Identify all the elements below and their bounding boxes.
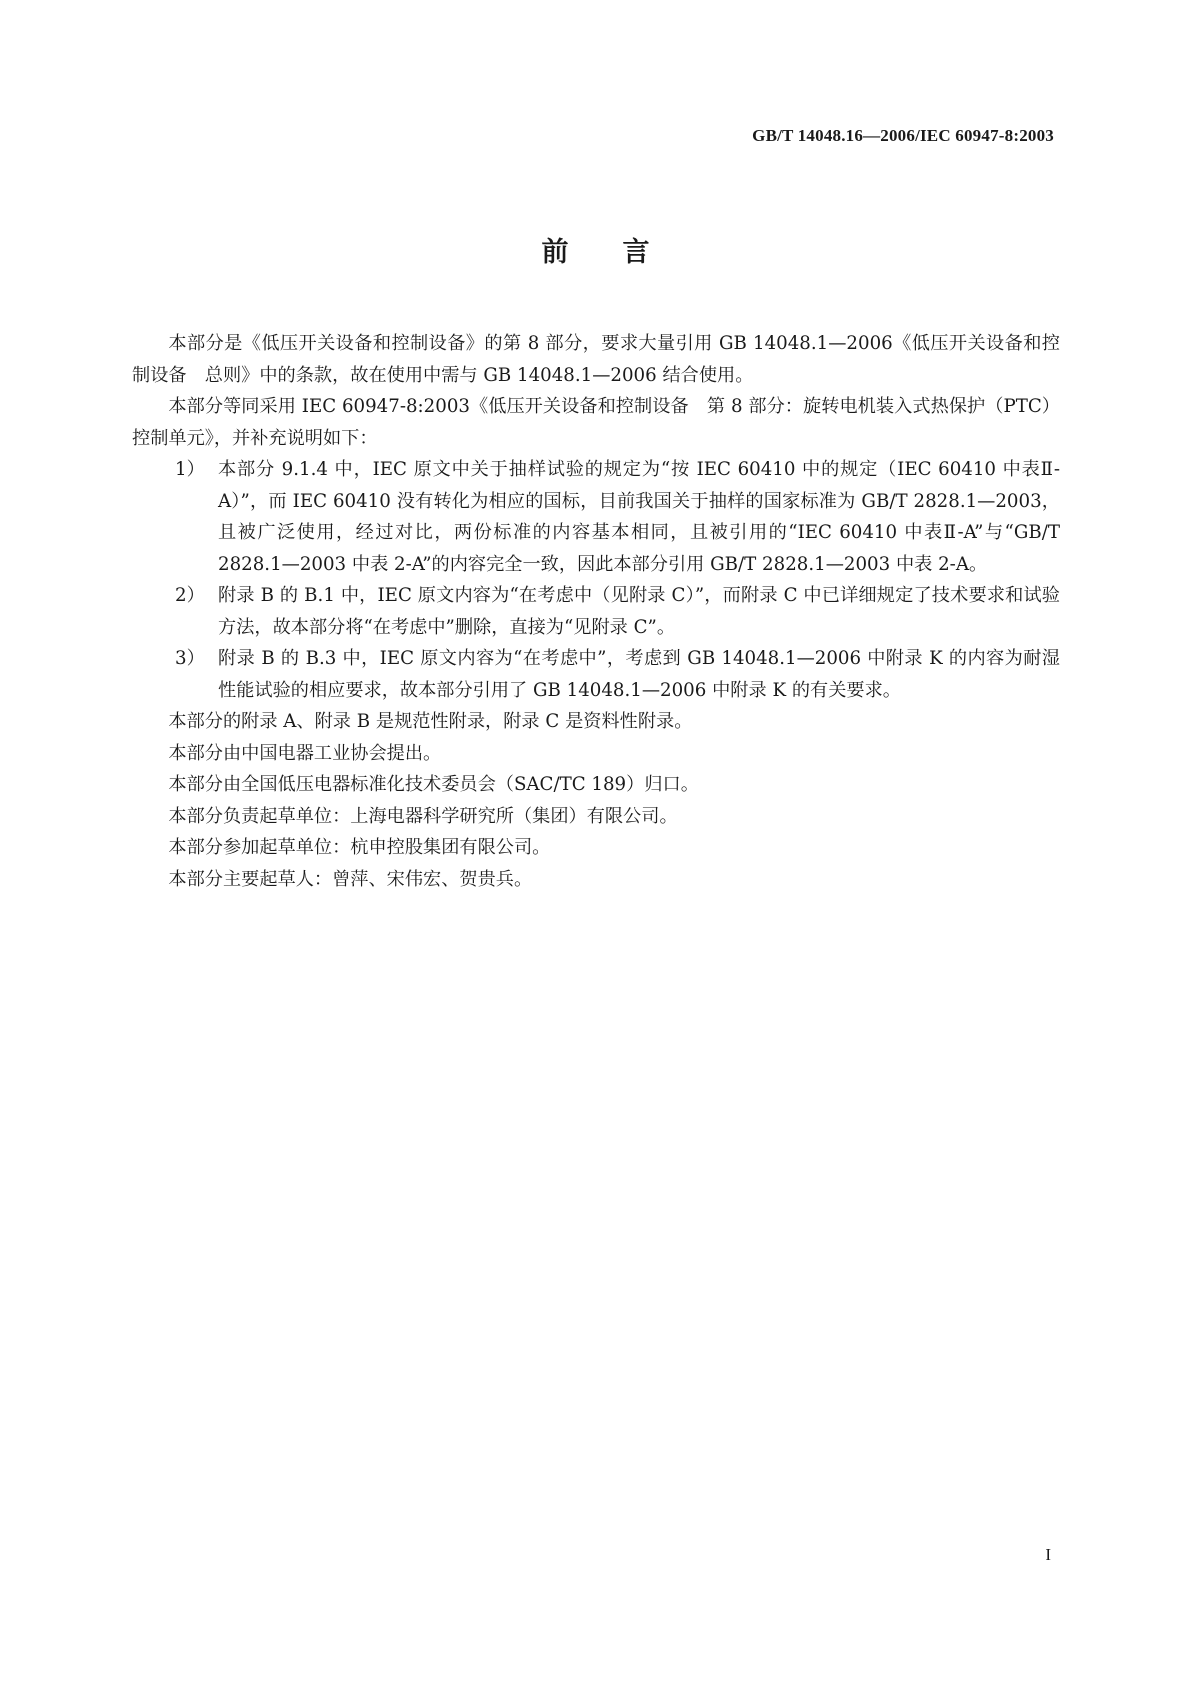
closing-paragraph-proposer: 本部分由中国电器工业协会提出。 [168, 742, 442, 764]
intro-paragraph-2: 本部分等同采用 IEC 60947-8:2003《低压开关设备和控制设备 第 8 部分：旋转电机装入式热保护（PTC）控制单元》，并补充说明如下： [132, 396, 1060, 449]
note-number-1: 1） [175, 459, 205, 480]
page-title-char-2: 言 [622, 237, 650, 268]
note-item-3 [132, 643, 1060, 706]
page-title [0, 230, 1191, 269]
note-item-1 [132, 454, 1060, 580]
closing-paragraph-annex: 本部分的附录 A、附录 B 是规范性附录，附录 C 是资料性附录。 [168, 711, 693, 732]
note-number-3: 3） [175, 648, 205, 669]
standard-code: GB/T 14048.16—2006/IEC 60947-8:2003 [752, 126, 1054, 145]
page-number: I [1045, 1545, 1051, 1564]
closing-paragraph-committee: 本部分由全国低压电器标准化技术委员会（SAC/TC 189）归口。 [168, 774, 699, 795]
note-text-3: 附录 B 的 B.3 中，IEC 原文内容为“在考虑中”，考虑到 GB 14048.1—2006 中附录 K 的内容为耐湿性能试验的相应要求，故本部分引用了 GB 14048.1—2006 中附录 K 的有关要求。 [218, 648, 1060, 701]
closing-paragraph-lead-drafter: 本部分负责起草单位：上海电器科学研究所（集团）有限公司。 [168, 805, 678, 827]
closing-paragraph-participating-drafter: 本部分参加起草单位：杭申控股集团有限公司。 [168, 837, 551, 858]
closing-paragraph-authors: 本部分主要起草人：曾萍、宋伟宏、贺贵兵。 [168, 868, 533, 890]
document-body [132, 328, 1060, 895]
note-text-2: 附录 B 的 B.1 中，IEC 原文内容为“在考虑中（见附录 C）”，而附录 C 中已详细规定了技术要求和试验方法，故本部分将“在考虑中”删除，直接为“见附录 C”。 [218, 585, 1060, 638]
intro-paragraph-1: 本部分是《低压开关设备和控制设备》的第 8 部分，要求大量引用 GB 14048.1—2006《低压开关设备和控制设备 总则》中的条款，故在使用中需与 GB 14048.1—2006 结合使用。 [132, 333, 1060, 386]
note-text-1: 本部分 9.1.4 中，IEC 原文中关于抽样试验的规定为“按 IEC 60410 中的规定（IEC 60410 中表Ⅱ-A）”，而 IEC 60410 没有转化为相应的国标，目前我国关于抽样的国家标准为 GB/T 2828.1—2003，且被广泛使用，经过对比，两份标准的内容基本相同，且被引用的“IEC 60410 中表Ⅱ-A”与“GB/T 2828.1—2003 中表 2-A”的内容完全一致，因此本部分引用 GB/T 2828.1—2003 中表 2-A。 [218, 459, 1060, 575]
note-item-2 [132, 580, 1060, 643]
note-number-2: 2） [175, 585, 205, 606]
page-title-char-1: 前 [541, 237, 569, 268]
